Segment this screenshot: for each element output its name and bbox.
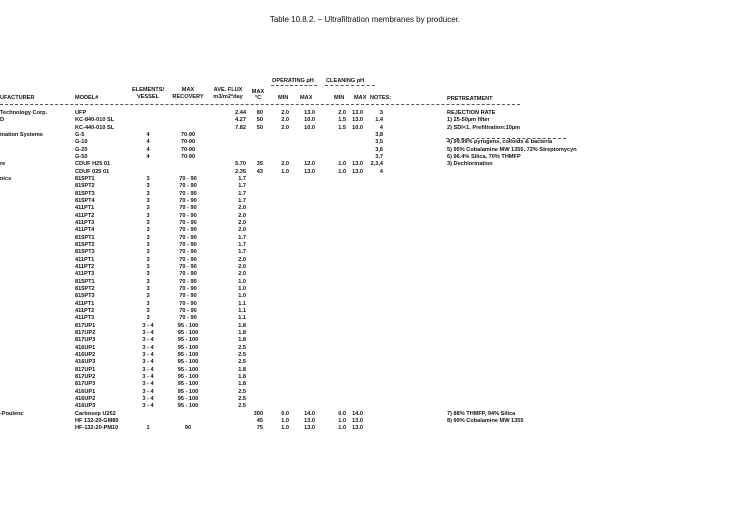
recovery-cell: 95 - 100 xyxy=(177,395,199,402)
op-min-cell: 0.0 xyxy=(281,410,289,417)
header-cleaning-ph: CLEANING pH xyxy=(326,78,365,84)
model-cell: Carbosep U252 xyxy=(75,410,116,417)
model-cell: 411PT1 xyxy=(75,256,95,263)
elements-cell: 3 xyxy=(146,315,150,322)
header-op-max: MAX xyxy=(300,95,313,101)
recovery-cell: 70 - 90 xyxy=(179,175,197,182)
elements-cell: 3 - 4 xyxy=(142,351,154,358)
elements-cell: 4 xyxy=(146,146,150,153)
recovery-cell: 70-90 xyxy=(180,153,196,160)
op-min-cell: 2.0 xyxy=(281,117,289,124)
header-op-min: MIN xyxy=(278,95,289,101)
cl-min-cell: 1.0 xyxy=(338,161,346,168)
flux-cell: 1.7 xyxy=(238,175,246,182)
recovery-cell: 70 - 90 xyxy=(179,190,197,197)
manufacturer-cell: nics xyxy=(0,175,12,182)
flux-cell: 1.7 xyxy=(238,249,246,256)
header-divider xyxy=(0,104,384,105)
cl-min-cell: 1.5 xyxy=(338,117,346,124)
elements-cell: 4 xyxy=(146,131,150,138)
model-cell: 815PT1 xyxy=(75,234,95,241)
elements-cell: 3 xyxy=(146,293,150,300)
header-pretreatment: PRETREATMENT xyxy=(447,96,493,102)
model-cell: 815PT1 xyxy=(75,278,95,285)
op-max-cell: 14.0 xyxy=(304,410,315,417)
manufacturer-cell: D xyxy=(0,117,5,124)
header-divider xyxy=(386,104,520,105)
recovery-cell: 70 - 90 xyxy=(179,300,197,307)
op-max-cell: 12.0 xyxy=(304,161,315,168)
max-temp-cell: 50 xyxy=(256,124,263,131)
header-manufacturer: UFACTURER xyxy=(0,95,35,101)
model-cell: G-5 xyxy=(75,131,85,138)
model-cell: 416UP1 xyxy=(75,344,96,351)
elements-cell: 3 xyxy=(146,227,150,234)
model-cell: 411PT3 xyxy=(75,315,95,322)
flux-cell: 1.1 xyxy=(238,300,246,307)
model-cell: 416UP2 xyxy=(75,395,96,402)
flux-cell: 1.7 xyxy=(238,234,246,241)
header-cl-max: MAX xyxy=(354,95,367,101)
model-cell: G-10 xyxy=(75,139,88,146)
flux-cell: 2.44 xyxy=(235,110,246,116)
max-temp-cell: 35 xyxy=(256,161,263,168)
elements-cell: 3 xyxy=(146,212,150,219)
model-cell: 411PT3 xyxy=(75,271,95,278)
header-temp-unit: °C xyxy=(254,95,262,101)
header-max: MAX xyxy=(181,87,195,93)
elements-cell: 3 xyxy=(146,183,150,190)
header-cl-min: MIN xyxy=(334,95,345,101)
elements-cell: 3 xyxy=(146,197,150,204)
model-cell: 815PT3 xyxy=(75,293,95,300)
model-cell: KC-840-010 SL xyxy=(75,117,115,124)
recovery-cell: 70 - 90 xyxy=(179,197,197,204)
header-operating-ph: OPERATING pH xyxy=(272,78,314,84)
elements-cell: 3 - 4 xyxy=(142,373,154,380)
elements-cell: 3 - 4 xyxy=(142,359,154,366)
cl-min-cell: 1.0 xyxy=(338,417,346,424)
flux-cell: 2.35 xyxy=(235,168,246,175)
manufacturer-cell: -Poulenc xyxy=(0,410,24,417)
elements-cell: 3 xyxy=(146,271,150,278)
model-cell: 411PT2 xyxy=(75,212,95,219)
recovery-cell: 70 - 90 xyxy=(179,183,197,190)
recovery-cell: 95 - 100 xyxy=(177,359,199,366)
model-cell: 416UP3 xyxy=(75,403,96,410)
notes-cell: 2,3,4 xyxy=(370,161,383,168)
model-cell: HF-132-20-PM10 xyxy=(75,425,119,432)
elements-cell: 3 xyxy=(146,190,150,197)
flux-cell: 1.8 xyxy=(238,322,246,329)
max-temp-cell: 45 xyxy=(256,417,263,424)
flux-cell: 1.8 xyxy=(238,381,246,388)
model-cell: CDUF 025 01 xyxy=(75,168,110,175)
op-min-cell: 2.0 xyxy=(281,124,289,131)
model-cell: 416UP1 xyxy=(75,388,96,395)
op-min-cell: 1.0 xyxy=(281,417,289,424)
pretreatment-cell: 8) 99% Cobalamine MW 1355 xyxy=(447,417,524,424)
manufacturer-cell: ination Systems xyxy=(0,131,43,138)
recovery-cell: 70-90 xyxy=(180,131,196,138)
elements-cell: 3 xyxy=(146,278,150,285)
model-cell: 815PT2 xyxy=(75,241,95,248)
model-cell: 411PT4 xyxy=(75,227,95,234)
max-temp-cell: 50 xyxy=(256,117,263,124)
divider xyxy=(271,85,317,86)
elements-cell: 3 xyxy=(146,249,150,256)
cl-min-cell: 2.0 xyxy=(338,110,346,116)
op-max-cell: 10.0 xyxy=(304,124,315,131)
cl-max-cell: 10.0 xyxy=(352,124,363,131)
model-cell: KC-440-010 SL xyxy=(75,124,115,131)
op-min-cell: 2.0 xyxy=(281,110,289,116)
flux-cell: 1.7 xyxy=(238,197,246,204)
model-cell: 416UP2 xyxy=(75,351,96,358)
cl-min-cell: 1.0 xyxy=(338,425,346,432)
model-cell: 411PT3 xyxy=(75,219,95,226)
model-cell: 815PT2 xyxy=(75,285,95,292)
recovery-cell: 95 - 100 xyxy=(177,373,199,380)
pretreatment-cell: 6) 96.4% Silica, 70% THMFP xyxy=(447,153,521,160)
model-cell: 416UP3 xyxy=(75,359,96,366)
cl-max-cell: 13.0 xyxy=(352,117,363,124)
recovery-cell: 70 - 90 xyxy=(179,227,197,234)
recovery-cell: 70 - 90 xyxy=(179,205,197,212)
max-temp-cell: 300 xyxy=(253,410,263,417)
elements-cell: 3 xyxy=(146,256,150,263)
header-flux: AVE. FLUX xyxy=(213,87,243,93)
model-cell: 817UP2 xyxy=(75,329,96,336)
elements-cell: 4 xyxy=(146,139,150,146)
model-cell: 411PT1 xyxy=(75,300,95,307)
elements-cell: 3 xyxy=(146,241,150,248)
cl-min-cell: 1.5 xyxy=(338,124,346,131)
max-temp-cell: 43 xyxy=(256,168,263,175)
flux-cell: 7.82 xyxy=(235,124,246,131)
elements-cell: 3 xyxy=(146,263,150,270)
header-flux-unit: m3/m2*day xyxy=(213,94,243,100)
op-max-cell: 13.0 xyxy=(304,417,315,424)
elements-cell: 3 xyxy=(146,175,150,182)
op-min-cell: 2.0 xyxy=(281,161,289,168)
recovery-cell: 70 - 90 xyxy=(179,293,197,300)
recovery-cell: 95 - 100 xyxy=(177,403,199,410)
max-temp-cell: 80 xyxy=(256,110,263,116)
elements-cell: 3 - 4 xyxy=(142,337,154,344)
flux-cell: 2.0 xyxy=(238,263,246,270)
recovery-cell: 70 - 90 xyxy=(179,256,197,263)
elements-cell: 3 xyxy=(146,300,150,307)
pretreatment-cell: 4) 99.99% pyrogens, colloids & bacteria xyxy=(447,139,553,146)
recovery-cell: 95 - 100 xyxy=(177,322,199,329)
recovery-cell: 95 - 100 xyxy=(177,337,199,344)
notes-cell: 3 xyxy=(379,110,383,116)
recovery-cell: 70-90 xyxy=(180,139,196,146)
model-cell: 411PT1 xyxy=(75,205,95,212)
cl-max-cell: 13.0 xyxy=(352,161,363,168)
model-cell: 817UP3 xyxy=(75,381,96,388)
model-cell: 815PT2 xyxy=(75,183,95,190)
recovery-cell: 95 - 100 xyxy=(177,388,199,395)
flux-cell: 2.5 xyxy=(238,395,246,402)
pretreatment-cell: REJECTION RATE xyxy=(447,110,496,116)
recovery-cell: 70 - 90 xyxy=(179,241,197,248)
notes-cell: 3,5 xyxy=(375,139,383,146)
cl-max-cell: 13.0 xyxy=(352,110,363,116)
table-title: Table 10.8.2. – Ultrafiltration membranes by producer. xyxy=(269,15,461,24)
manufacturer-cell: re xyxy=(0,161,6,168)
model-cell: 411PT2 xyxy=(75,263,95,270)
flux-cell: 2.0 xyxy=(238,256,246,263)
recovery-cell: 95 - 100 xyxy=(177,344,199,351)
op-min-cell: 1.0 xyxy=(281,168,289,175)
recovery-cell: 90 xyxy=(184,425,192,432)
notes-cell: 3,7 xyxy=(375,153,383,160)
flux-cell: 2.5 xyxy=(238,359,246,366)
divider xyxy=(325,85,375,86)
recovery-cell: 70 - 90 xyxy=(179,285,197,292)
model-cell: 815PT3 xyxy=(75,249,95,256)
flux-cell: 1.8 xyxy=(238,329,246,336)
flux-cell: 1.0 xyxy=(238,293,246,300)
cl-max-cell: 13.0 xyxy=(352,417,363,424)
model-cell: 817UP1 xyxy=(75,322,96,329)
flux-cell: 2.5 xyxy=(238,344,246,351)
model-cell: UFP xyxy=(75,110,87,116)
flux-cell: 2.0 xyxy=(238,227,246,234)
elements-cell: 3 xyxy=(146,285,150,292)
flux-cell: 2.5 xyxy=(238,351,246,358)
model-cell: 817UP2 xyxy=(75,373,96,380)
elements-cell: 3 - 4 xyxy=(142,403,154,410)
cl-max-cell: 14.0 xyxy=(352,410,363,417)
model-cell: G-20 xyxy=(75,146,88,153)
pretreatment-cell: 5) 95% Cobalamine MW 1355, 72% Streptomycyn xyxy=(447,146,577,153)
flux-cell: 1.7 xyxy=(238,183,246,190)
op-max-cell: 10.0 xyxy=(304,117,315,124)
recovery-cell: 70 - 90 xyxy=(179,249,197,256)
elements-cell: 3 xyxy=(146,205,150,212)
flux-cell: 2.0 xyxy=(238,212,246,219)
notes-cell: 4 xyxy=(379,168,383,175)
model-cell: 815PT4 xyxy=(75,197,95,204)
recovery-cell: 70 - 90 xyxy=(179,219,197,226)
elements-cell: 3 xyxy=(146,307,150,314)
elements-cell: 3 - 4 xyxy=(142,344,154,351)
elements-cell: 3 - 4 xyxy=(142,395,154,402)
header-elements: ELEMENTS/ xyxy=(131,87,164,93)
flux-cell: 1.8 xyxy=(238,337,246,344)
header-recovery: RECOVERY xyxy=(172,94,204,100)
model-cell: CDUF H25 01 xyxy=(75,161,111,168)
recovery-cell: 70 - 90 xyxy=(179,315,197,322)
pretreatment-cell: 7) 88% THMFP, 94% Silica xyxy=(447,410,516,417)
flux-cell: 2.5 xyxy=(238,388,246,395)
elements-cell: 3 - 4 xyxy=(142,329,154,336)
elements-cell: 1 xyxy=(146,425,150,432)
recovery-cell: 95 - 100 xyxy=(177,381,199,388)
flux-cell: 2.0 xyxy=(238,205,246,212)
recovery-cell: 70 - 90 xyxy=(179,234,197,241)
recovery-cell: 95 - 100 xyxy=(177,329,199,336)
elements-cell: 3 xyxy=(146,234,150,241)
flux-cell: 1.0 xyxy=(238,285,246,292)
elements-cell: 3 - 4 xyxy=(142,381,154,388)
model-cell: 815PT3 xyxy=(75,190,95,197)
recovery-cell: 70 - 90 xyxy=(179,263,197,270)
op-max-cell: 13.0 xyxy=(304,168,315,175)
notes-cell: 1,4 xyxy=(375,117,383,124)
cl-max-cell: 13.0 xyxy=(352,425,363,432)
model-cell: 817UP1 xyxy=(75,366,96,373)
elements-cell: 3 - 4 xyxy=(142,366,154,373)
cl-max-cell: 13.0 xyxy=(352,168,363,175)
notes-cell: 3,6 xyxy=(375,146,383,153)
elements-cell: 3 - 4 xyxy=(142,388,154,395)
recovery-cell: 70 - 90 xyxy=(179,278,197,285)
flux-cell: 1.8 xyxy=(238,366,246,373)
pretreatment-cell: 3) Dechlorination xyxy=(447,161,493,168)
elements-cell: 3 - 4 xyxy=(142,322,154,329)
cl-min-cell: 0.0 xyxy=(338,410,346,417)
flux-cell: 1.7 xyxy=(238,241,246,248)
header-notes: NOTES: xyxy=(370,95,392,101)
header-max-temp: MAX xyxy=(251,89,265,95)
max-temp-cell: 75 xyxy=(256,425,263,432)
recovery-cell: 70 - 90 xyxy=(179,212,197,219)
model-cell: 815PT1 xyxy=(75,175,95,182)
header-model: MODEL# xyxy=(75,95,99,101)
model-cell: 411PT2 xyxy=(75,307,95,314)
model-cell: HF 132-20-GM80 xyxy=(75,417,119,424)
flux-cell: 1.1 xyxy=(238,307,246,314)
flux-cell: 5.70 xyxy=(235,161,246,168)
notes-cell: 3,8 xyxy=(375,131,383,138)
cl-min-cell: 1.0 xyxy=(338,168,346,175)
elements-cell: 4 xyxy=(146,153,150,160)
flux-cell: 2.5 xyxy=(238,403,246,410)
model-cell: G-50 xyxy=(75,153,88,160)
recovery-cell: 95 - 100 xyxy=(177,351,199,358)
pretreatment-cell: 2) SDI<1, Prefiltration:10µm xyxy=(447,124,521,131)
op-min-cell: 1.0 xyxy=(281,425,289,432)
pretreatment-cell: 1) 25-50µm filter xyxy=(447,117,490,124)
flux-cell: 2.0 xyxy=(238,219,246,226)
recovery-cell: 95 - 100 xyxy=(177,366,199,373)
flux-cell: 1.0 xyxy=(238,278,246,285)
manufacturer-cell: Technology Corp. xyxy=(0,110,48,116)
model-cell: 817UP3 xyxy=(75,337,96,344)
op-max-cell: 13.0 xyxy=(304,425,315,432)
op-max-cell: 13.0 xyxy=(304,110,315,116)
elements-cell: 3 xyxy=(146,219,150,226)
recovery-cell: 70-90 xyxy=(180,146,196,153)
notes-cell: 4 xyxy=(379,124,383,131)
flux-cell: 1.7 xyxy=(238,190,246,197)
header-vessel: VESSEL xyxy=(136,94,160,100)
flux-cell: 1.1 xyxy=(238,315,246,322)
recovery-cell: 70 - 90 xyxy=(179,307,197,314)
recovery-cell: 70 - 90 xyxy=(179,271,197,278)
flux-cell: 1.8 xyxy=(238,373,246,380)
flux-cell: 4.27 xyxy=(235,117,246,124)
flux-cell: 2.0 xyxy=(238,271,246,278)
